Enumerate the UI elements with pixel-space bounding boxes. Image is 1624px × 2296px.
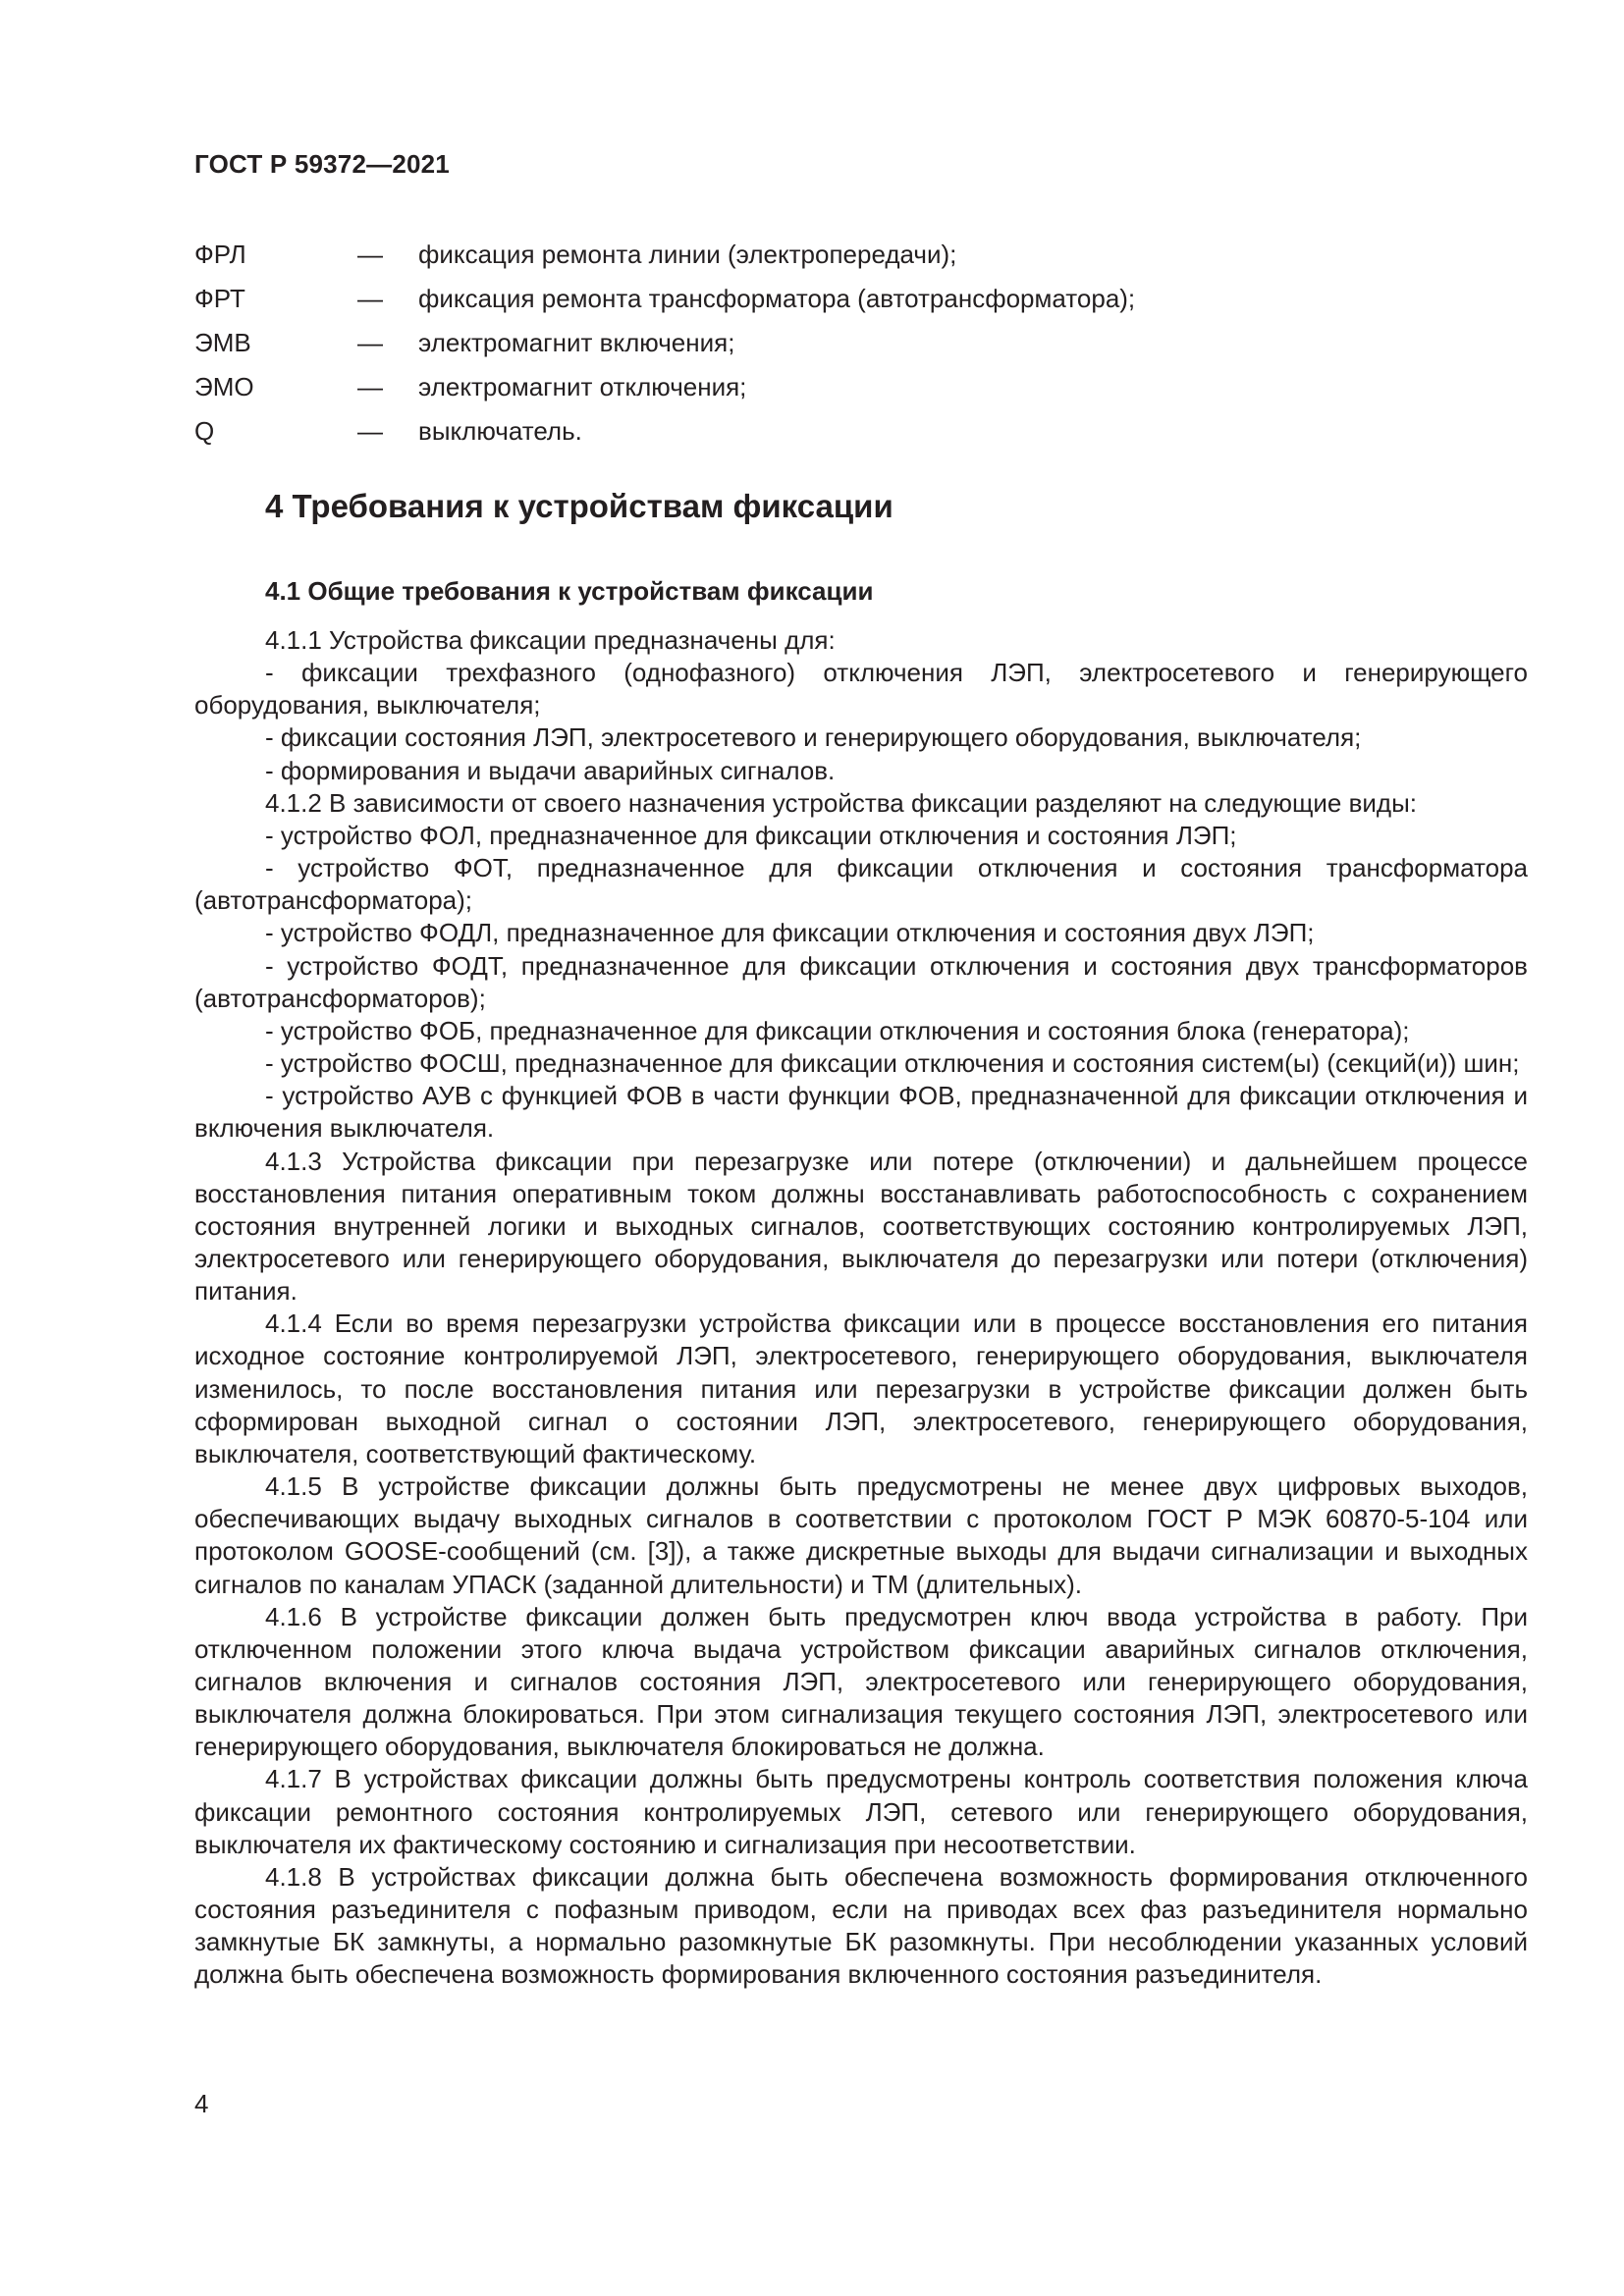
clause-paragraph: 4.1.7 В устройствах фиксации должны быть предусмотрены контроль соответствия положения ключа фиксации ремонтного состояния контролируемых ЛЭП, сетевого или генерирующего оборудования, выключателя их фактическому состоянию и сигнализация при несоответствии.: [194, 1764, 1528, 1859]
clause-paragraph: 4.1.5 В устройстве фиксации должны быть предусмотрены не менее двух цифровых выходов, обеспечивающих выдачу выходных сигналов в соответствии с протоколом ГОСТ Р МЭК 60870-5-104 или протоколом GOOSE-сообщений (см. [3]), а также дискретные выходы для выдачи сигнализации и выходных сигналов по каналам УПАСК (заданной длительности) и ТМ (длительных).: [194, 1471, 1528, 1599]
abbreviation-code: ФРТ: [194, 284, 245, 313]
abbreviation-dash: —: [357, 328, 383, 357]
abbreviation-code: ЭМО: [194, 372, 254, 401]
list-item: - устройство АУВ с функцией ФОВ в части функции ФОВ, предназначенной для фиксации отключения и включения выключателя.: [194, 1081, 1528, 1144]
abbreviation-description: выключатель.: [418, 416, 582, 446]
running-header: ГОСТ Р 59372—2021: [194, 149, 450, 179]
abbreviation-list: [194, 240, 1530, 460]
abbreviation-dash: —: [357, 372, 383, 401]
clause-paragraph: 4.1.8 В устройствах фиксации должна быть обеспечена возможность формирования отключенного состояния разъединителя с пофазным приводом, если на приводах всех фаз разъединителя нормально замкнутые БК замкнуты, а нормально разомкнутые БК разомкнуты. При несоблюдении указанных условий должна быть обеспечена возможность формирования включенного состояния разъединителя.: [194, 1861, 1528, 1990]
abbreviation-code: Q: [194, 416, 215, 446]
abbreviation-row: [194, 416, 1530, 460]
body-text: [194, 624, 1528, 1992]
abbreviation-dash: —: [357, 416, 383, 446]
abbreviation-code: ЭМВ: [194, 328, 251, 357]
abbreviation-row: [194, 328, 1530, 372]
section-heading: 4 Требования к устройствам фиксации: [265, 488, 893, 524]
list-item: - устройство ФОСШ, предназначенное для фиксации отключения и состояния систем(ы) (секций(и)) шин;: [265, 1048, 1520, 1079]
abbreviation-row: [194, 372, 1530, 416]
subsection-heading: 4.1 Общие требования к устройствам фиксации: [265, 576, 874, 606]
clause-paragraph: 4.1.3 Устройства фиксации при перезагрузке или потере (отключении) и дальнейшем процессе восстановления питания оперативным током должны восстанавливать работоспособность с сохранением состояния внутренней логики и выходных сигналов, соответствующих состоянию контролируемых ЛЭП, электросетевого или генерирующего оборудования, выключателя до перезагрузки или потери (отключения) питания.: [194, 1146, 1528, 1307]
list-item: - устройство ФОБ, предназначенное для фиксации отключения и состояния блока (генератора);: [265, 1015, 1410, 1045]
clause-paragraph: 4.1.1 Устройства фиксации предназначены для:: [265, 625, 836, 655]
abbreviation-dash: —: [357, 240, 383, 269]
list-item: - устройство ФОЛ, предназначенное для фиксации отключения и состояния ЛЭП;: [265, 820, 1237, 850]
clause-paragraph: 4.1.4 Если во время перезагрузки устройства фиксации или в процессе восстановления его питания исходное состояние контролируемой ЛЭП, электросетевого, генерирующего оборудования, выключателя изменилось, то после восстановления питания или перезагрузки в устройстве фиксации должен быть сформирован выходной сигнал о состоянии ЛЭП, электросетевого, генерирующего оборудования, выключателя, соответствующий фактическому.: [194, 1308, 1528, 1468]
abbreviation-row: [194, 240, 1530, 284]
clause-paragraph: 4.1.6 В устройстве фиксации должен быть предусмотрен ключ ввода устройства в работу. При отключенном положении этого ключа выдача устройством фиксации аварийных сигналов отключения, сигналов включения и сигналов состояния ЛЭП, электросетевого или генерирующего оборудования, выключателя должна блокироваться. При этом сигнализация текущего состояния ЛЭП, электросетевого или генерирующего оборудования, выключателя блокироваться не должна.: [194, 1601, 1528, 1762]
list-item: - устройство ФОДТ, предназначенное для фиксации отключения и состояния двух трансформаторов (автотрансформаторов);: [194, 950, 1528, 1013]
page-number: 4: [194, 2089, 209, 2118]
abbreviation-code: ФРЛ: [194, 240, 246, 269]
abbreviation-description: электромагнит отключения;: [418, 372, 747, 401]
abbreviation-row: [194, 284, 1530, 328]
abbreviation-description: фиксация ремонта линии (электропередачи);: [418, 240, 957, 269]
abbreviation-description: электромагнит включения;: [418, 328, 735, 357]
abbreviation-description: фиксация ремонта трансформатора (автотрансформатора);: [418, 284, 1136, 313]
list-item: - фиксации состояния ЛЭП, электросетевого и генерирующего оборудования, выключателя;: [265, 722, 1362, 753]
list-item: - устройство ФОДЛ, предназначенное для фиксации отключения и состояния двух ЛЭП;: [265, 918, 1315, 948]
list-item: - устройство ФОТ, предназначенное для фиксации отключения и состояния трансформатора (автотрансформатора);: [194, 853, 1528, 916]
clause-paragraph: 4.1.2 В зависимости от своего назначения устройства фиксации разделяют на следующие виды:: [265, 787, 1418, 818]
list-item: - формирования и выдачи аварийных сигналов.: [265, 755, 836, 785]
list-item: - фиксации трехфазного (однофазного) отключения ЛЭП, электросетевого и генерирующего оборудования, выключателя;: [194, 658, 1528, 721]
abbreviation-dash: —: [357, 284, 383, 313]
